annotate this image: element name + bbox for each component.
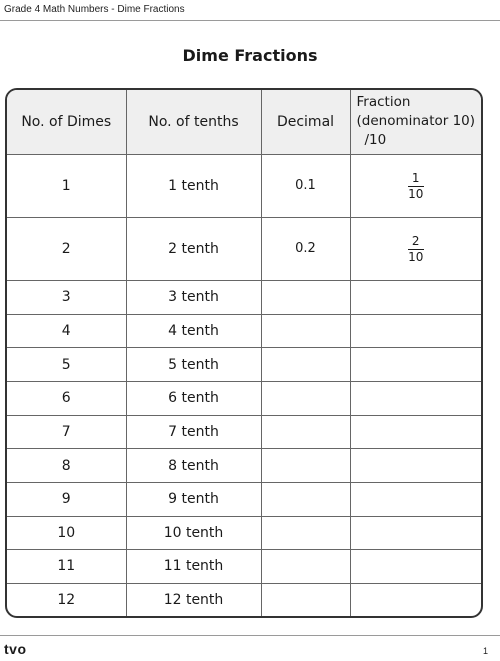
cell-fraction	[350, 154, 481, 217]
page-title: Dime Fractions	[182, 46, 318, 65]
fraction-numerator: 1	[411, 171, 420, 186]
table-row	[7, 449, 481, 483]
header-title: Grade 4 Math Numbers - Dime Fractions	[4, 4, 185, 15]
cell-dimes: 6	[7, 382, 126, 416]
cell-fraction	[350, 314, 481, 348]
cell-decimal	[261, 348, 350, 382]
cell-fraction	[350, 217, 481, 280]
table-row	[7, 382, 481, 416]
cell-fraction	[350, 281, 481, 315]
cell-fraction	[350, 449, 481, 483]
column-header-fraction	[350, 90, 481, 154]
cell-decimal	[261, 449, 350, 483]
table-row	[7, 281, 481, 315]
table-row	[7, 583, 481, 616]
cell-decimal: 0.2	[261, 217, 350, 280]
column-header-dimes: No. of Dimes	[7, 90, 126, 154]
cell-decimal	[261, 550, 350, 584]
table-row	[7, 516, 481, 550]
cell-dimes: 10	[7, 516, 126, 550]
fraction-value	[406, 235, 425, 264]
cell-dimes: 4	[7, 314, 126, 348]
cell-fraction	[350, 516, 481, 550]
cell-dimes: 12	[7, 583, 126, 616]
cell-fraction	[350, 550, 481, 584]
fraction-header-line-1: Fraction	[356, 94, 411, 111]
cell-tenths: 2 tenth	[126, 217, 261, 280]
table-row	[7, 348, 481, 382]
cell-tenths: 3 tenth	[126, 281, 261, 315]
tvo-logo: tvo	[4, 641, 27, 657]
table-row	[7, 415, 481, 449]
cell-dimes: 8	[7, 449, 126, 483]
table-row	[7, 314, 481, 348]
cell-dimes: 5	[7, 348, 126, 382]
cell-tenths: 6 tenth	[126, 382, 261, 416]
table-row	[7, 217, 481, 280]
cell-dimes: 9	[7, 482, 126, 516]
cell-tenths: 11 tenth	[126, 550, 261, 584]
cell-decimal	[261, 415, 350, 449]
cell-tenths: 4 tenth	[126, 314, 261, 348]
cell-dimes: 3	[7, 281, 126, 315]
table-row	[7, 550, 481, 584]
column-header-tenths: No. of tenths	[126, 90, 261, 154]
cell-fraction	[350, 583, 481, 616]
cell-tenths: 8 tenth	[126, 449, 261, 483]
cell-dimes: 11	[7, 550, 126, 584]
fraction-header-line-3: /10	[364, 132, 387, 149]
cell-decimal	[261, 382, 350, 416]
fraction-value	[406, 172, 425, 201]
cell-decimal	[261, 482, 350, 516]
fraction-header-line-2: (denominator 10)	[356, 113, 476, 130]
header-divider	[0, 20, 500, 21]
table-header-row	[7, 90, 481, 154]
table-row	[7, 482, 481, 516]
cell-fraction	[350, 382, 481, 416]
cell-decimal: 0.1	[261, 154, 350, 217]
dime-fractions-table	[5, 88, 483, 618]
cell-dimes: 1	[7, 154, 126, 217]
cell-fraction	[350, 482, 481, 516]
cell-dimes: 7	[7, 415, 126, 449]
cell-decimal	[261, 583, 350, 616]
column-header-decimal: Decimal	[261, 90, 350, 154]
cell-fraction	[350, 415, 481, 449]
cell-decimal	[261, 281, 350, 315]
fraction-numerator: 2	[411, 234, 420, 249]
footer-divider	[0, 635, 500, 636]
cell-tenths: 9 tenth	[126, 482, 261, 516]
cell-tenths: 1 tenth	[126, 154, 261, 217]
table-row	[7, 154, 481, 217]
cell-tenths: 12 tenth	[126, 583, 261, 616]
cell-fraction	[350, 348, 481, 382]
fraction-denominator: 10	[408, 187, 424, 202]
page-number: 1	[482, 646, 488, 656]
cell-tenths: 5 tenth	[126, 348, 261, 382]
cell-tenths: 10 tenth	[126, 516, 261, 550]
cell-decimal	[261, 516, 350, 550]
fraction-denominator: 10	[408, 250, 424, 265]
cell-decimal	[261, 314, 350, 348]
cell-tenths: 7 tenth	[126, 415, 261, 449]
cell-dimes: 2	[7, 217, 126, 280]
